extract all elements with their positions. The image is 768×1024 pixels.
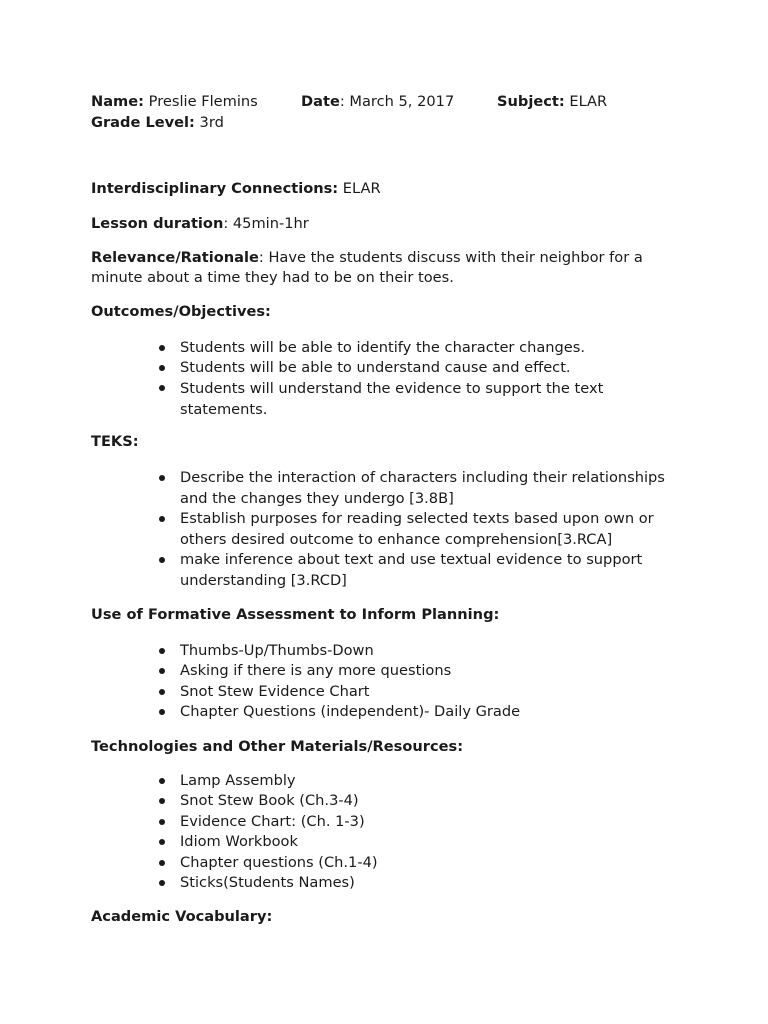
- name-label: Name:: [91, 93, 145, 110]
- list-item: Snot Stew Evidence Chart: [91, 682, 681, 702]
- duration-label: Lesson duration: [91, 215, 224, 232]
- list-item: Asking if there is any more questions: [91, 661, 681, 681]
- list-item: Evidence Chart: (Ch. 1-3): [91, 812, 681, 832]
- vocabulary-heading: Academic Vocabulary:: [91, 908, 273, 925]
- teks-list: [91, 468, 681, 591]
- interdisciplinary-value: ELAR: [342, 180, 381, 197]
- list-item: Students will understand the evidence to support the text statements.: [91, 378, 681, 420]
- subject-value: ELAR: [569, 93, 608, 110]
- name-value: Preslie Flemins: [148, 93, 258, 110]
- subject-field: [497, 92, 607, 112]
- materials-list: [91, 771, 681, 893]
- date-field: [301, 92, 454, 112]
- objectives-heading: Outcomes/Objectives:: [91, 303, 271, 320]
- objectives-list: [91, 338, 681, 420]
- grade-field: [91, 113, 224, 133]
- interdisciplinary-label: Interdisciplinary Connections:: [91, 180, 339, 197]
- formative-heading: Use of Formative Assessment to Inform Planning:: [91, 606, 500, 623]
- interdisciplinary-connections: [91, 179, 681, 199]
- relevance-rationale: [91, 248, 681, 288]
- list-item: Students will be able to identify the character changes.: [91, 338, 681, 358]
- materials-heading: Technologies and Other Materials/Resources:: [91, 738, 464, 755]
- list-item: Chapter Questions (independent)- Daily Grade: [91, 702, 681, 722]
- list-item: Chapter questions (Ch.1-4): [91, 853, 681, 873]
- grade-value: 3rd: [199, 114, 224, 131]
- list-item: Describe the interaction of characters including their relationships and the changes they undergo [3.8B]: [91, 468, 681, 509]
- date-label: Date: [301, 93, 340, 110]
- list-item: Lamp Assembly: [91, 771, 681, 791]
- list-item: make inference about text and use textual evidence to support understanding [3.RCD]: [91, 550, 681, 591]
- list-item: Thumbs-Up/Thumbs-Down: [91, 641, 681, 661]
- duration-value: : 45min-1hr: [223, 215, 309, 232]
- lesson-duration: [91, 214, 681, 234]
- list-item: Snot Stew Book (Ch.3-4): [91, 791, 681, 811]
- teks-heading: TEKS:: [91, 433, 139, 450]
- relevance-label: Relevance/Rationale: [91, 249, 259, 266]
- list-item: Sticks(Students Names): [91, 873, 681, 893]
- list-item: Students will be able to understand cause and effect.: [91, 358, 681, 378]
- relevance-value: : Have the students discuss with their neighbor for a minute about a time they had to be on their toes.: [91, 249, 643, 286]
- list-item: Establish purposes for reading selected texts based upon own or others desired outcome to enhance comprehension[3.RCA]: [91, 509, 681, 550]
- date-value: : March 5, 2017: [339, 93, 455, 110]
- subject-label: Subject:: [497, 93, 565, 110]
- grade-label: Grade Level:: [91, 114, 195, 131]
- header-line: [91, 92, 258, 112]
- formative-list: [91, 641, 681, 723]
- list-item: Idiom Workbook: [91, 832, 681, 852]
